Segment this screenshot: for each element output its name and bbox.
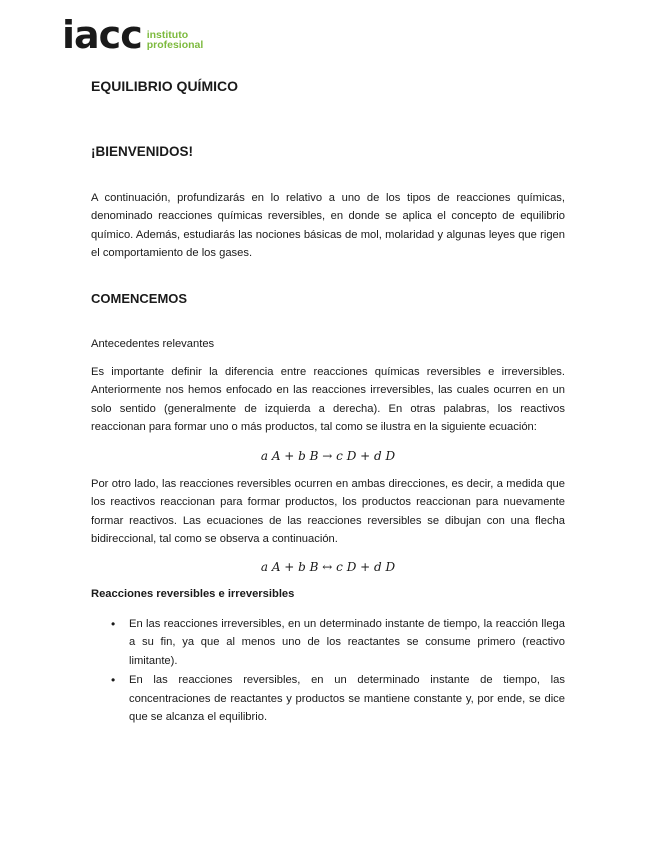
list-item-text: En las reacciones irreversibles, en un determinado instante de tiempo, la reacción llega a su fin, ya que al menos uno de los reactantes se consume primero (reactivo limitante). bbox=[129, 618, 565, 667]
iacc-logo bbox=[62, 13, 204, 57]
equation-reversible: a A + b B ↔ c D + d D bbox=[260, 560, 396, 574]
paragraph-irreversible: Es importante definir la diferencia entre reacciones químicas reversibles e irreversibles. Anteriormente nos hemos enfocado en las reacciones irreversibles, las cuales ocurren en un solo sentido (generalmente de izquierda a derecha). En otras palabras, los reactivos reaccionan para formar uno o más productos, tal como se ilustra en la siguiente ecuación: bbox=[91, 366, 565, 434]
start-heading: COMENCEMOS bbox=[91, 291, 188, 306]
bullet-icon: • bbox=[111, 617, 116, 631]
logo-mark: iacc bbox=[62, 13, 142, 57]
list-item bbox=[91, 615, 565, 670]
logo-text bbox=[147, 30, 204, 50]
bullet-list bbox=[91, 615, 565, 727]
list-item-text: En las reacciones reversibles, en un determinado instante de tiempo, las concentraciones de reactantes y productos se mantiene constante y, por ende, se dice que se alcanza el equilibrio. bbox=[129, 674, 565, 724]
paragraph-reversible: Por otro lado, las reacciones reversibles ocurren en ambas direcciones, es decir, a medida que los reactivos reaccionan para formar productos, los productos reaccionan para nuevamente formar reactivos. Las ecuaciones de las reacciones reversibles se dibujan con una flecha bidireccional, tal como se observa a continuación. bbox=[91, 478, 565, 546]
logo-line-1: instituto bbox=[146, 29, 189, 41]
intro-paragraph: A continuación, profundizarás en lo relativo a uno de los tipos de reacciones químicas, denominado reacciones químicas reversibles, en donde se aplica el concepto de equilibrio químico. Además, estudiarás las nociones básicas de mol, molaridad y algunas leyes que rigen el comportamiento de los gases. bbox=[91, 192, 565, 260]
page-title: EQUILIBRIO QUÍMICO bbox=[91, 78, 238, 94]
bullet-icon: • bbox=[111, 673, 116, 688]
equation-irreversible: a A + b B → c D + d D bbox=[260, 449, 396, 463]
logo-line-2: profesional bbox=[146, 39, 204, 51]
background-heading: Antecedentes relevantes bbox=[91, 338, 215, 350]
reactions-heading: Reacciones reversibles e irreversibles bbox=[91, 588, 295, 600]
welcome-heading: ¡BIENVENIDOS! bbox=[91, 144, 194, 159]
list-item bbox=[91, 671, 565, 726]
